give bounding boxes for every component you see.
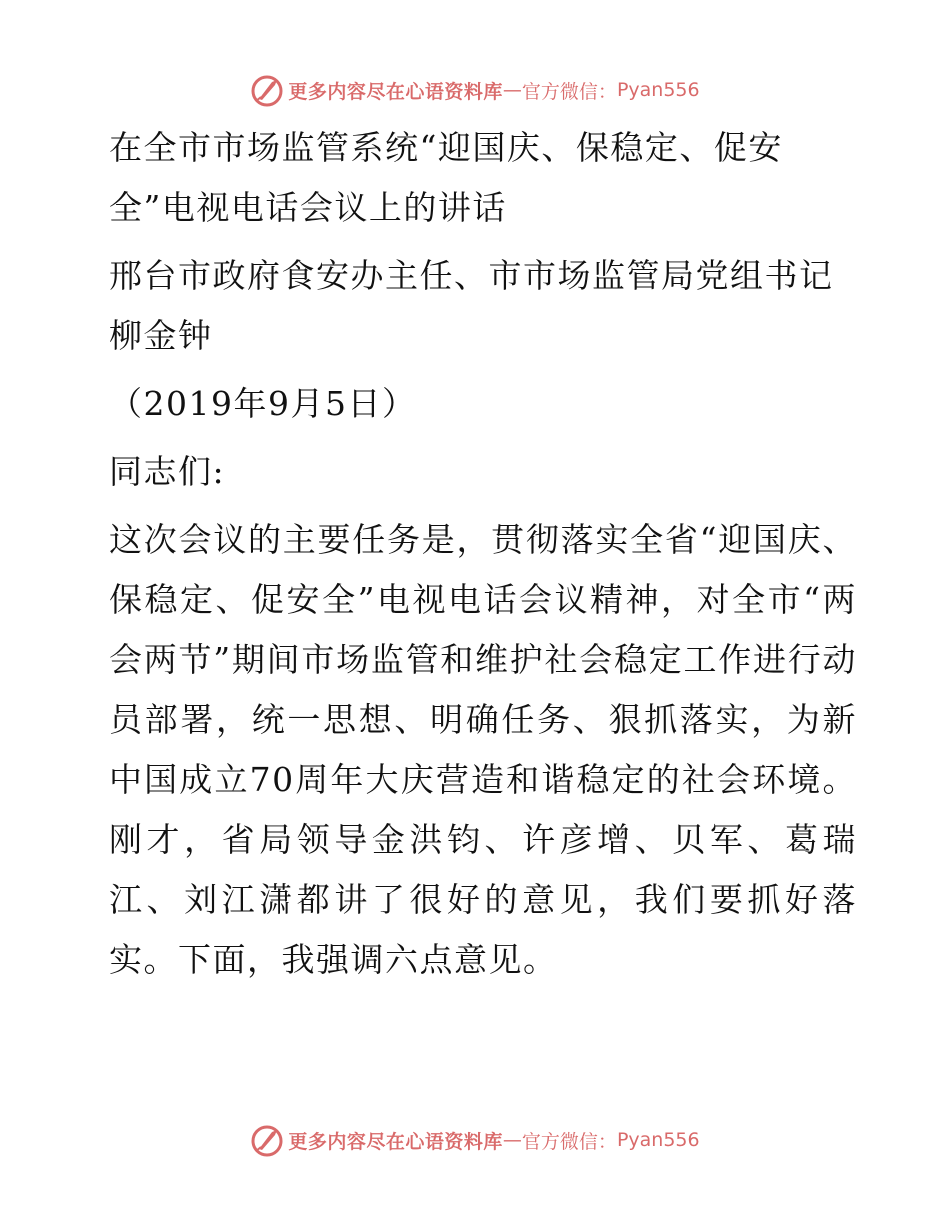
document-body bbox=[97, 118, 857, 990]
document-greeting: 同志们: bbox=[109, 452, 226, 491]
footer-wechat-label: 官方微信： bbox=[521, 1130, 617, 1153]
header-wechat-id: Pyan556 bbox=[616, 79, 700, 101]
document-author: 邢台市政府食安办主任、市市场监管局党组书记柳金钟 bbox=[109, 256, 834, 355]
quill-logo-icon bbox=[250, 73, 284, 107]
header-banner bbox=[0, 70, 950, 110]
header-brand: 更多内容尽在心语资料库 bbox=[288, 80, 503, 103]
document-paragraph: 这次会议的主要任务是，贯彻落实全省“迎国庆、保稳定、促安全”电视电话会议精神，对全市“两会两节”期间市场监管和维护社会稳定工作进行动员部署，统一思想、明确任务、狠抓落实，为新中国成立70周年大庆营造和谐稳定的社会环境。刚才，省局领导金洪钧、许彦增、贝军、葛瑞江、刘江潇都讲了很好的意见，我们要抓好落实。下面，我强调六点意见。 bbox=[109, 520, 857, 979]
quill-logo-icon bbox=[250, 1123, 284, 1157]
footer-separator: — bbox=[502, 1129, 522, 1151]
footer-banner bbox=[0, 1120, 950, 1160]
footer-brand: 更多内容尽在心语资料库 bbox=[288, 1130, 503, 1153]
footer-wechat-id: Pyan556 bbox=[616, 1129, 700, 1151]
document-date: （2019年9月5日） bbox=[109, 384, 417, 423]
header-wechat-label: 官方微信： bbox=[521, 80, 617, 103]
document-title: 在全市市场监管系统“迎国庆、保稳定、促安全”电视电话会议上的讲话 bbox=[109, 128, 783, 227]
header-separator: — bbox=[502, 79, 522, 101]
